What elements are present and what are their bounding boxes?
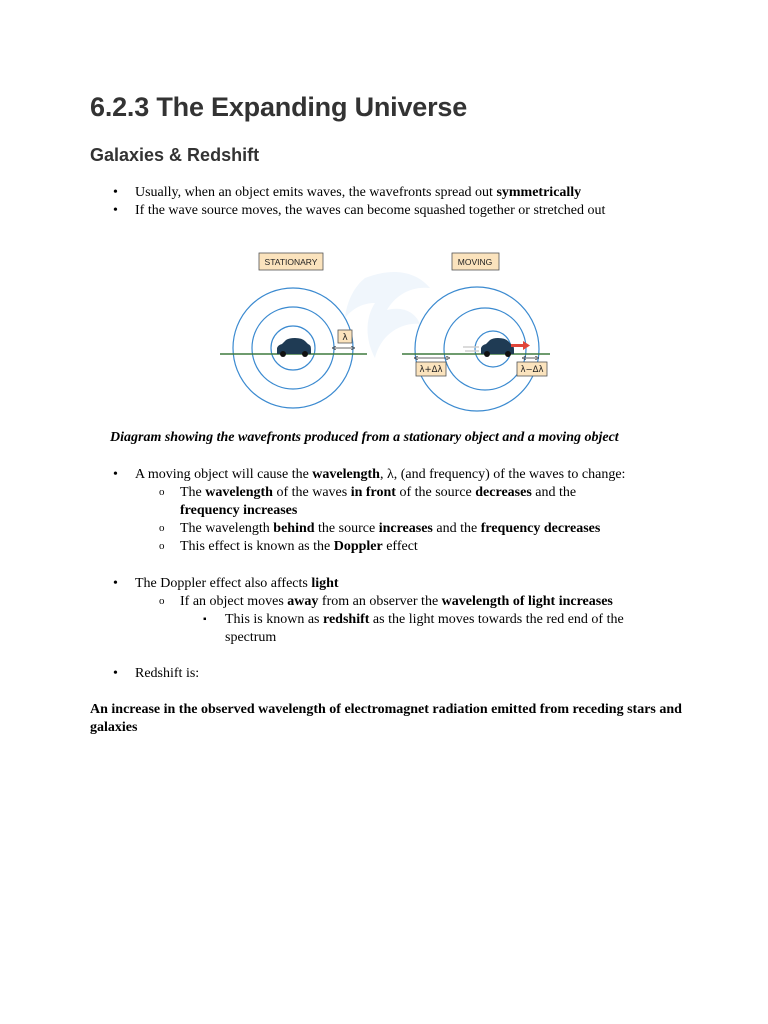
wavefront-diagram xyxy=(215,248,555,416)
section-heading: Galaxies & Redshift xyxy=(90,145,260,165)
sub-bullet-doppler-effect: o This effect is known as the Doppler effect xyxy=(90,538,690,556)
doppler-bullet-list xyxy=(90,466,690,556)
diagram-caption: Diagram showing the wavefronts produced from a stationary object and a moving object xyxy=(110,430,619,445)
sub-bullet-behind: o The wavelength behind the source increases and the frequency decreases xyxy=(90,520,690,538)
sub-bullet-moves-away: o If an object moves away from an observer the wavelength of light increases xyxy=(90,593,690,611)
light-bullet-list xyxy=(90,575,690,647)
sub-sub-bullet-redshift: ▪ This is known as redshift as the light moves towards the red end of the spectrum xyxy=(90,611,690,647)
bullet-redshift-is: • Redshift is: xyxy=(90,665,690,683)
svg-text:λ: λ xyxy=(342,333,348,343)
svg-text:λ+Δλ: λ+Δλ xyxy=(419,365,443,375)
bullet-moving-object-wavelength: • A moving object will cause the wavelength, λ, (and frequency) of the waves to change: xyxy=(90,466,690,484)
lambda-plus-label xyxy=(416,362,446,376)
lambda-minus-label xyxy=(517,362,547,376)
moving-wavefronts xyxy=(415,287,539,411)
redshift-bullet-list xyxy=(90,665,690,683)
moving-label xyxy=(452,253,499,270)
page-title: 6.2.3 The Expanding Universe xyxy=(90,92,468,122)
intro-bullet-list xyxy=(90,184,710,220)
redshift-definition: An increase in the observed wavelength of electromagnet radiation emitted from receding stars and galaxies xyxy=(90,702,682,735)
bullet-symmetric-wavefronts: • Usually, when an object emits waves, the wavefronts spread out symmetrically xyxy=(90,184,710,202)
lambda-label xyxy=(338,330,352,343)
bullet-moving-source: • If the wave source moves, the waves can become squashed together or stretched out xyxy=(90,202,710,220)
motion-trail-icon xyxy=(463,347,479,351)
sub-bullet-in-front: o The wavelength of the waves in front of the source decreases and the frequency increases xyxy=(90,484,690,520)
bullet-doppler-light: • The Doppler effect also affects light xyxy=(90,575,690,593)
watermark-logo xyxy=(345,272,430,358)
svg-text:MOVING: MOVING xyxy=(457,257,493,267)
svg-text:STATIONARY: STATIONARY xyxy=(264,257,318,267)
stationary-label xyxy=(259,253,323,270)
svg-text:λ−Δλ: λ−Δλ xyxy=(520,365,544,375)
